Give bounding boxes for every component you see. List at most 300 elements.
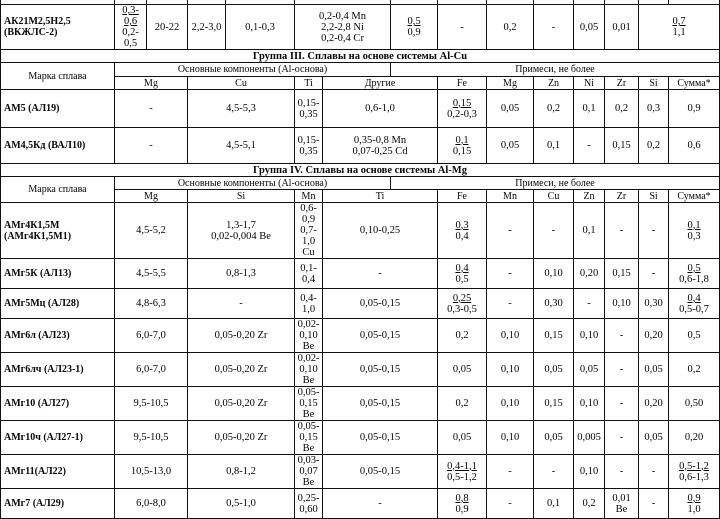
table-cell [639, 90, 669, 128]
fraction-numerator: 0,4-1,1 [447, 460, 477, 472]
cell-value: 6,0-8,0 [136, 498, 166, 509]
table-cell [574, 289, 605, 319]
cell-value: Марка сплава [28, 184, 87, 195]
cell-value: Zn [547, 77, 560, 89]
cell-value-line: АМг11(АЛ22) [4, 466, 66, 477]
table-cell [438, 90, 487, 128]
table-row [1, 387, 720, 421]
table-cell [295, 387, 323, 421]
cell-value: - [619, 398, 624, 409]
table-cell [574, 489, 605, 519]
impurities-header [391, 177, 720, 190]
cell-value: Zr [616, 77, 627, 89]
cell-value: 0,2 [646, 140, 661, 151]
cell-value: 0,10 [544, 268, 563, 279]
fraction-denominator: 1,0 [687, 503, 701, 515]
table-cell [669, 90, 720, 128]
table-cell [188, 421, 295, 455]
table-cell [639, 128, 669, 164]
cell-value-line: 0,07-0,25 Cd [352, 145, 408, 157]
cell-value: 0,005 [577, 432, 601, 443]
cell-value: 0,05 [644, 432, 663, 443]
cell-value: - [651, 225, 656, 236]
cell-value: 0,10 [500, 364, 520, 375]
table-cell [188, 489, 295, 519]
table-cell [323, 319, 438, 353]
table-cell [391, 5, 438, 50]
cell-value: АМ4,5Кд (ВАЛ10) [4, 140, 86, 151]
table-cell [115, 259, 188, 289]
cell-value: - [619, 330, 624, 341]
cell-value: 0,2 [503, 21, 517, 33]
alloy-name [1, 387, 115, 421]
table-cell [534, 77, 574, 90]
table-cell [188, 259, 295, 289]
fraction-value [687, 493, 700, 515]
cell-value: - [460, 21, 464, 33]
table-row [1, 63, 720, 77]
table-cell [669, 128, 720, 164]
table-row [1, 164, 720, 177]
table-cell [639, 489, 669, 519]
fraction-numerator: 0,5 [407, 16, 421, 27]
table-cell [438, 387, 487, 421]
table-cell [323, 421, 438, 455]
table-cell [323, 190, 438, 203]
cell-value-line: 0,8-1,3 [226, 268, 256, 279]
cell-value: 0,05-0,15 [359, 466, 401, 477]
table-cell [487, 387, 534, 421]
fraction-value [679, 293, 709, 315]
table-cell [605, 190, 639, 203]
table-cell [574, 190, 605, 203]
cell-value-line: 0,02-0,10 Be [297, 319, 320, 352]
cell-value: - [378, 498, 382, 509]
table-cell [574, 455, 605, 489]
table-cell [669, 319, 720, 353]
table-cell [574, 353, 605, 387]
cell-value: АМ5 (АЛ19) [4, 103, 60, 114]
cell-value-line: 0,6-0,9 [300, 203, 317, 225]
fraction-numerator: 0,8 [455, 492, 469, 504]
table-cell [639, 203, 669, 259]
cell-value: 0,05 [452, 364, 472, 375]
fraction-denominator: 0,6-1,8 [679, 273, 709, 285]
cell-value-line: (ВКЖЛС-2) [4, 27, 58, 38]
fraction-value [455, 263, 468, 285]
cell-value-line: АК21М2,5Н2,5 [4, 16, 71, 27]
table-cell [669, 190, 720, 203]
cell-value-line: АМг5К (АЛ13) [4, 268, 72, 279]
table-row [1, 128, 720, 164]
cell-value-line: АМг4К1,5М [4, 219, 60, 231]
cell-value: Zn [583, 190, 595, 202]
cell-value-line: АМг10ч (АЛ27-1) [4, 432, 84, 443]
table-cell [115, 190, 188, 203]
table-cell [115, 421, 188, 455]
table-cell [669, 289, 720, 319]
cell-value: 6,0-7,0 [136, 330, 166, 341]
table-cell [115, 387, 188, 421]
group-title [1, 164, 720, 177]
table-cell [639, 77, 669, 90]
fraction-denominator: 0,3-0,5 [447, 303, 477, 315]
fraction-value [672, 16, 685, 38]
cell-value: Группа IV. Сплавы на основе системы Al-Mg [253, 164, 467, 176]
cell-value: 0,20 [684, 432, 704, 443]
table-cell [295, 421, 323, 455]
cell-value: 0,10-0,25 [359, 225, 401, 236]
fraction-denominator: 0,15 [452, 145, 472, 157]
table-cell [323, 259, 438, 289]
table-cell [534, 190, 574, 203]
fraction-numerator: 0,4 [687, 292, 701, 304]
cell-value: Cu [547, 190, 560, 202]
cell-value: 0,05 [500, 140, 520, 151]
table-cell [605, 77, 639, 90]
cell-value: Основные компоненты (Al-основа) [177, 177, 328, 189]
table-cell [438, 259, 487, 289]
cell-value-line: 0,2-0,4 Cr [321, 32, 364, 44]
table-cell [487, 190, 534, 203]
table-cell [115, 289, 188, 319]
table-cell [438, 353, 487, 387]
cell-value: 0,30 [544, 298, 563, 309]
table-cell [534, 5, 574, 50]
table-cell [534, 90, 574, 128]
table-cell [115, 489, 188, 519]
cell-value: 0,05 [544, 432, 563, 443]
cell-value: 9,5-10,5 [133, 398, 169, 409]
table-cell [438, 190, 487, 203]
table-cell [605, 489, 639, 519]
table-cell [605, 353, 639, 387]
cell-value: 0,10 [579, 330, 599, 341]
cell-value: Zr [616, 190, 627, 202]
cell-value: 0,15-0,35 [297, 134, 320, 157]
cell-value-line: АМг5Мц (АЛ28) [4, 298, 80, 309]
table-cell [534, 319, 574, 353]
fraction-denominator: 0,5-0,7 [679, 303, 709, 315]
table-cell [574, 128, 605, 164]
table-cell [574, 387, 605, 421]
table-cell [295, 353, 323, 387]
table-cell [487, 77, 534, 90]
alloy-name [1, 455, 115, 489]
table-cell [438, 203, 487, 259]
table-cell [188, 289, 295, 319]
fraction-numerator: 0,7 [672, 16, 686, 27]
table-cell [295, 259, 323, 289]
table-cell [487, 289, 534, 319]
table-cell [487, 5, 534, 50]
table-cell [605, 421, 639, 455]
table-cell [323, 90, 438, 128]
fraction-value [453, 135, 471, 157]
table-cell [605, 203, 639, 259]
table-cell [188, 128, 295, 164]
cell-value-line: 0,03-0,07 Be [297, 455, 320, 488]
table-cell [115, 353, 188, 387]
cell-value: 0,1 [582, 103, 596, 114]
fraction-value [447, 98, 477, 120]
table-cell [605, 289, 639, 319]
cell-value: 0,10 [612, 298, 631, 309]
table-cell [438, 421, 487, 455]
table-cell [188, 190, 295, 203]
table-cell [188, 353, 295, 387]
cell-value: 0,20 [579, 268, 599, 279]
alloy-name [1, 489, 115, 519]
alloy-name [1, 421, 115, 455]
cell-value: 0,15 [612, 140, 631, 151]
table-cell [669, 387, 720, 421]
table-cell [115, 90, 188, 128]
table-cell [487, 353, 534, 387]
cell-value: 0,10 [579, 466, 599, 477]
table-cell [534, 289, 574, 319]
cell-value: Mn [301, 190, 316, 202]
cell-value-line: 0,05-0,20 Zr [214, 398, 268, 409]
table-cell [438, 489, 487, 519]
table-cell [115, 77, 188, 90]
table-cell [188, 77, 295, 90]
table-row [1, 90, 720, 128]
table-cell [534, 128, 574, 164]
table-cell [487, 203, 534, 259]
fraction-value [407, 16, 420, 38]
fraction-value [687, 220, 700, 242]
table-row [1, 289, 720, 319]
cell-value: Примеси, не более [515, 64, 595, 75]
cell-value: 0,2 [455, 398, 469, 409]
cell-value: Mn [503, 190, 517, 202]
fraction-numerator: 0,5-1,2 [679, 460, 709, 472]
cell-value: 0,05-0,15 [359, 330, 401, 341]
cell-value: 4,5-5,1 [226, 140, 256, 151]
cell-value: - [508, 298, 512, 309]
cell-value-line: 0,1-0,4 [300, 262, 317, 285]
cell-value: 0,05 [500, 103, 520, 114]
table-cell [323, 289, 438, 319]
fraction-numerator: 0,15 [452, 97, 472, 109]
cell-value-line: 0,6-1,0 [365, 103, 395, 114]
table-cell [639, 319, 669, 353]
cell-value: 0,05 [452, 432, 472, 443]
cell-value-line: 0,01 [612, 492, 631, 504]
table-cell [574, 77, 605, 90]
cell-value: - [508, 498, 512, 509]
fraction-numerator: 0,5 [687, 262, 701, 274]
fraction-value [447, 293, 477, 315]
table-cell [295, 203, 323, 259]
alloy-name [1, 289, 115, 319]
table-cell [323, 489, 438, 519]
fraction-denominator: 0,5 [455, 273, 469, 285]
cell-value: 4,5-5,2 [136, 225, 166, 236]
fraction-value [679, 263, 709, 285]
cell-value: - [651, 268, 656, 279]
table-cell [534, 421, 574, 455]
fraction-value [447, 461, 477, 483]
cell-value-line: 0,02-0,10 Be [297, 353, 320, 386]
cell-value: Mg [144, 77, 158, 89]
cell-value: 0,15-0,35 [297, 97, 320, 120]
table-cell [574, 319, 605, 353]
cell-value-line: 0,25-0,60 [297, 492, 320, 515]
table-cell [605, 5, 639, 50]
table-cell [323, 387, 438, 421]
table-cell [669, 421, 720, 455]
cell-value: 0,20 [644, 330, 663, 341]
table-cell [639, 190, 669, 203]
table-cell [605, 90, 639, 128]
cell-value: - [551, 466, 556, 477]
cell-value: - [551, 21, 556, 33]
table-cell [639, 259, 669, 289]
fraction-value [679, 461, 709, 483]
table-cell [487, 128, 534, 164]
table-cell [115, 455, 188, 489]
cell-value: 4,8-6,3 [136, 298, 166, 309]
table-cell [639, 289, 669, 319]
table-cell [487, 489, 534, 519]
table-cell [639, 387, 669, 421]
table-cell [605, 259, 639, 289]
cell-value-line: 0,05-0,20 Zr [214, 330, 268, 341]
table-cell [188, 90, 295, 128]
cell-value: 0,2 [546, 103, 561, 114]
cell-value-line: 0,5-1,0 [226, 498, 256, 509]
table-cell [669, 259, 720, 289]
cell-value-line: 0,05-0,20 Zr [214, 364, 268, 375]
cell-value-line: 0,2-0,4 Mn [319, 10, 366, 22]
cell-value: 0,05-0,15 [359, 398, 401, 409]
table-cell [438, 5, 487, 50]
cell-value: 0,5 [687, 330, 701, 341]
table-cell [295, 90, 323, 128]
cell-value: Cu [235, 77, 247, 89]
cell-value: 0,05-0,15 [359, 432, 401, 443]
cell-value: Ni [584, 77, 594, 89]
table-row [1, 259, 720, 289]
cell-value: - [508, 225, 512, 236]
fraction-denominator: 0,5-1,2 [447, 471, 477, 483]
table-row [1, 203, 720, 259]
alloy-column-header [1, 63, 115, 90]
cell-value: 0,1 [582, 225, 596, 236]
fraction-numerator: 0,3 [455, 219, 469, 231]
table-cell [605, 128, 639, 164]
table-cell [534, 387, 574, 421]
fraction-value [117, 5, 144, 49]
fraction-denominator: 0,9 [455, 503, 469, 515]
table-cell [639, 455, 669, 489]
cell-value: Fe [457, 190, 467, 202]
cell-value: Основные компоненты (Al-основа) [177, 64, 328, 75]
cell-value-line: Be [615, 503, 628, 515]
cell-value: 0,05 [644, 364, 663, 375]
cell-value: 9,5-10,5 [133, 432, 169, 443]
table-cell [295, 489, 323, 519]
alloy-name [1, 259, 115, 289]
cell-value: Si [649, 190, 658, 202]
table-row [1, 177, 720, 190]
cell-value: Ti [304, 77, 313, 89]
table-cell [669, 455, 720, 489]
cell-value: 0,1 [546, 498, 561, 509]
cell-value: - [619, 466, 624, 477]
cell-value-line: АМг6л (АЛ23) [4, 330, 70, 341]
table-row [1, 421, 720, 455]
table-cell [669, 489, 720, 519]
alloy-name [1, 128, 115, 164]
table-cell [295, 289, 323, 319]
table-cell [639, 421, 669, 455]
table-cell [295, 190, 323, 203]
table-cell [574, 90, 605, 128]
table-cell [534, 455, 574, 489]
cell-value: 0,30 [644, 298, 663, 309]
table-row [1, 5, 720, 50]
table-cell [438, 455, 487, 489]
table-cell [438, 319, 487, 353]
table-cell [438, 77, 487, 90]
table-row [1, 489, 720, 519]
cell-value-line: 2,2-2,8 Ni [321, 21, 364, 33]
cell-value: 0,50 [684, 398, 704, 409]
cell-value: 0,05-0,15 [359, 298, 401, 309]
cell-value: 0,10 [500, 330, 520, 341]
cell-value: 2,2-3,0 [191, 21, 222, 33]
fraction-denominator: 0,6-1,3 [679, 471, 709, 483]
cell-value: 0,20 [644, 398, 663, 409]
cell-value: 0,10 [579, 398, 599, 409]
cell-value-line: АМг6лч (АЛ23-1) [4, 364, 84, 375]
cell-value: Fe [457, 77, 467, 89]
table-cell [323, 128, 438, 164]
fraction-denominator: 0,9 [407, 27, 421, 38]
table-cell [323, 77, 438, 90]
table-cell [639, 5, 720, 50]
cell-value: - [378, 268, 382, 279]
table-cell [188, 455, 295, 489]
cell-value: Группа III. Сплавы на основе системы Al-Cu [252, 50, 468, 62]
cell-value-line: 0,35-0,8 Mn [353, 134, 407, 146]
cell-value: Si [649, 77, 658, 89]
cell-value: 0,10 [500, 432, 520, 443]
cell-value: 4,5-5,5 [136, 268, 166, 279]
cell-value: - [587, 298, 591, 309]
cell-value: - [149, 103, 153, 114]
cell-value-line: 0,8-1,2 [226, 466, 256, 477]
table-cell [323, 455, 438, 489]
cell-value: Примеси, не более [515, 177, 595, 189]
cell-value: 0,15 [544, 398, 563, 409]
table-cell [115, 203, 188, 259]
cell-value: 6,0-7,0 [136, 364, 166, 375]
cell-value: 0,15 [544, 330, 563, 341]
table-cell [487, 319, 534, 353]
table-cell [323, 203, 438, 259]
cell-value: Марка сплава [28, 70, 87, 82]
fraction-denominator: 0,3 [687, 230, 701, 242]
cell-value: 0,2 [687, 364, 701, 375]
table-cell [639, 353, 669, 387]
table-row [1, 319, 720, 353]
cell-value: Mg [144, 190, 158, 202]
table-cell [147, 5, 188, 50]
